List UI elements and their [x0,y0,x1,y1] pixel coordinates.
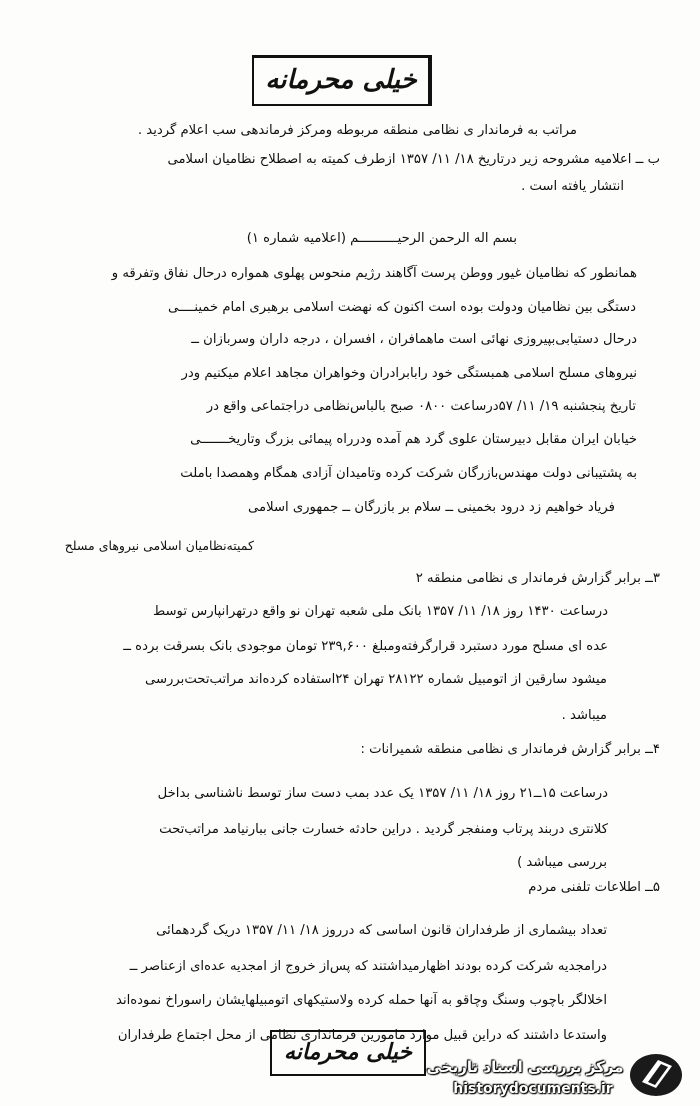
section-heading: ۴ــ برابر گزارش فرماندار ی نظامی منطقه شمیرانات : [360,742,660,757]
doc-line: میباشد . [561,708,607,723]
doc-line: بررسی میباشد ) [517,855,607,870]
signature-line: کمیته‌نظامیان اسلامی نیروهای مسلح [64,538,254,553]
doc-line: ب ــ اعلامیه مشروحه زیر درتاریخ ۱۸/ ۱۱/ ۱۳۵۷ ازطرف کمیته به اصطلاح نظامیان اسلامی [167,152,660,167]
doc-line: همانطور که نظامیان غیور ووطن پرست آگاهند رژیم منحوس پهلوی همواره درحال نفاق وتفرقه و [111,266,637,281]
watermark-title: مرکز بررسی اسناد تاریخی [426,1058,624,1076]
classification-stamp-bottom [270,1030,426,1076]
doc-line: دستگی بین نظامیان ودولت بوده است اکنون که نهضت اسلامی برهبری امام خمینــــی [167,300,636,315]
classification-stamp-top-text: خیلی محرمانه [265,65,417,95]
doc-line: به پشتیبانی دولت مهندس‌بازرگان شرکت کرده وتامیدان آزادی همگام وهمصدا باملت [180,466,637,481]
doc-line: کلانتری دربند پرتاب ومنفجر گردید . دراین حادثه خسارت جانی ببارنیامد مراتب‌تحت [159,822,608,837]
doc-line: مراتب به فرماندار ی نظامی منطقه مربوطه ومرکز فرماندهی سب اعلام گردید . [137,123,577,138]
doc-line: درامجدیه شرکت کرده بودند اظهارمیداشتند که پس‌از خروج از امجدیه عده‌ای ازعناصر ــ [129,959,607,974]
section-heading: ۳ــ برابر گزارش فرماندار ی نظامی منطقه ۲ [415,571,660,586]
doc-line: درساعت ۱۵ــ۲۱ روز ۱۸/ ۱۱/ ۱۳۵۷ یک عدد بمب دست ساز توسط ناشناسی بداخل [157,786,608,801]
doc-line: واستدعا داشتند که دراین قبیل موارد مامورین فرمانداری نظامی از محل اجتماع طرفداران [117,1028,607,1043]
doc-line: درساعت ۱۴۳۰ روز ۱۸/ ۱۱/ ۱۳۵۷ بانک ملی شعبه تهران نو واقع درتهرانپارس توسط [152,604,608,619]
archive-logo-icon [628,1052,684,1098]
doc-line: خیابان ایران مقابل دبیرستان علوی گرد هم آمده ودرراه پیمائی بزرگ وتاریخـــــــی [190,432,637,447]
doc-line: اخلالگر باچوب وسنگ وچاقو به آنها حمله کرده ولاستیکهای اتومبیلهایشان راسوراخ نموده‌اند [116,993,607,1008]
section-heading: ۵ــ اطلاعات تلفنی مردم [528,880,660,895]
doc-line: درحال دستیابی‌بپیروزی نهائی است ماهمافران ، افسران ، درجه داران وسربازان ــ [191,332,637,347]
classification-stamp-bottom-text: خیلی محرمانه [283,1039,413,1065]
doc-line: تعداد بیشماری از طرفداران قانون اساسی که درروز ۱۸/ ۱۱/ ۱۳۵۷ دریک گردهمائی [156,923,607,938]
doc-line: تاریخ پنجشنبه ۱۹/ ۱۱/ ۵۷درساعت ۰۸۰۰ صبح بالباس‌نظامی دراجتماعی واقع در [206,399,636,414]
doc-line: میشود سارقین از اتومبیل شماره ۲۸۱۲۲ تهران ۲۴استفاده کرده‌اند مراتب‌تحت‌بررسی [145,672,607,687]
doc-line: نیروهای مسلح اسلامی همبستگی خود رابابرادران وخواهران مجاهد اعلام میکنیم ودر [181,366,637,381]
watermark-url: historydocuments.ir [453,1081,613,1097]
doc-line: انتشار یافته است . [521,179,624,194]
classification-stamp-top [252,55,432,106]
doc-line: بسم اله الرحمن الرحیــــــــــم (اعلامیه شماره ۱) [246,231,517,246]
doc-line: فریاد خواهیم زد درود بخمینی ــ سلام بر بازرگان ــ جمهوری اسلامی [248,500,615,515]
doc-line: عده ای مسلح مورد دستبرد قرارگرفته‌ومبلغ ۲۳۹,۶۰۰ تومان موجودی بانک بسرقت برده ــ [123,639,608,654]
